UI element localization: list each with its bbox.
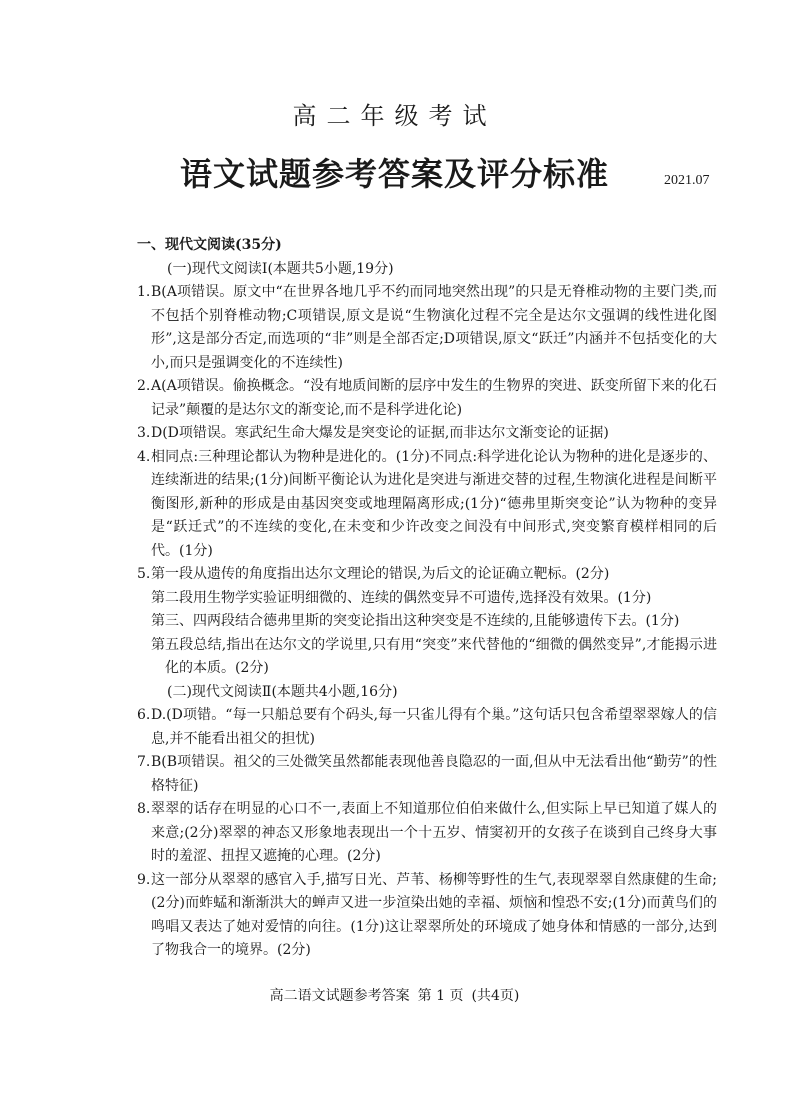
footer-total-pages: (共4页) <box>471 988 520 1004</box>
answer-item-4 <box>137 446 717 564</box>
subsection-heading-2: (二)现代文阅读Ⅱ(本题共4小题,16分) <box>167 683 398 700</box>
item-text: A(A项错误。偷换概念。“没有地质间断的层序中发生的生物界的突进、跃变所留下来的化石记录”颠覆的是达尔文的渐变论,而不是科学进化论) <box>151 378 717 418</box>
item-text: B(A项错误。原文中“在世界各地几乎不约而同地突然出现”的只是无脊椎动物的主要门类,而不包括个别脊椎动物;C项错误,原文是说“生物演化过程不完全是达尔文强调的线性进化图形”,这是部分否定,而选项的“非”则是全部否定;D项错误,原文“跃迁”内涵并不包括变化的大小,而只是强调变化的不连续性) <box>151 284 717 371</box>
exam-date: 2021.07 <box>664 173 710 188</box>
item-text: 第一段从遗传的角度指出达尔文理论的错误,为后文的论证确立靶标。(2分) <box>151 566 610 582</box>
answer-item-3 <box>137 422 717 446</box>
section-heading: 一、现代文阅读(35分) <box>137 237 282 253</box>
item-text: B(B项错误。祖父的三处微笑虽然都能表现他善良隐忍的一面,但从中无法看出他“勤劳”的性格特征) <box>151 754 717 794</box>
page-footer <box>0 985 789 1005</box>
answer-item-1 <box>137 281 717 375</box>
answer-item-5-line-4: 第五段总结,指出在达尔文的学说里,只有用“突变”来代替他的“细微的偶然变异”,才能揭示进化的本质。(2分) <box>151 636 717 676</box>
item-number: 6. <box>137 707 151 723</box>
answer-item-6 <box>137 704 717 751</box>
answer-item-8 <box>137 798 717 869</box>
exam-title: 高二年级考试 <box>292 102 497 130</box>
answer-content <box>137 234 717 963</box>
footer-doc-name: 高二语文试题参考答案 <box>269 988 410 1004</box>
item-number: 9. <box>137 871 151 888</box>
footer-page-number: 第 1 页 <box>417 988 464 1004</box>
answer-item-5-line-2: 第二段用生物学实验证明细微的、连续的偶然变异不可遗传,选择没有效果。(1分) <box>151 589 652 606</box>
item-text: 翠翠的话存在明显的心口不一,表面上不知道那位伯伯来做什么,但实际上早已知道了媒人的来意;(2分)翠翠的神态又形象地表现出一个十五岁、情窦初开的女孩子在谈到自己终身大事时的羞涩、扭捏又遮掩的心理。(2分) <box>151 801 717 864</box>
answer-item-5-line-3: 第三、四两段结合德弗里斯的突变论指出这种突变是不连续的,且能够遗传下去。(1分) <box>151 613 680 629</box>
page-title: 语文试题参考答案及评分标准 <box>179 155 609 193</box>
item-text: 相同点:三种理论都认为物种是进化的。(1分)不同点:科学进化论认为物种的进化是逐步的、连续渐进的结果;(1分)间断平衡论认为进化是突进与渐进交替的过程,生物演化进程是间断平衡图形,新种的形成是由基因突变或地理隔离形成;(1分)“德弗里斯突变论”认为物种的变异是“跃迁式”的不连续的变化,在未变和少许改变之间没有中间形式,突变繁育模样相同的后代。(1分) <box>151 448 717 559</box>
item-text: 这一部分从翠翠的感官入手,描写日光、芦苇、杨柳等野性的生气,表现翠翠自然康健的生命;(2分)而蚱蜢和渐渐洪大的蝉声又进一步渲染出她的幸福、烦恼和惶恐不安;(1分)而黄鸟们的鸣唱又表达了她对爱情的向往。(1分)这让翠翠所处的环境成了她身体和情感的一部分,达到了物我合一的境界。(2分) <box>151 871 717 958</box>
answer-item-2 <box>137 375 717 422</box>
item-number: 3. <box>137 425 151 441</box>
item-number: 2. <box>137 378 151 394</box>
answer-item-5 <box>137 563 717 587</box>
subsection-heading-1: (一)现代文阅读Ⅰ(本题共5小题,19分) <box>167 260 394 277</box>
answer-item-9 <box>137 869 717 963</box>
item-number: 8. <box>137 801 151 817</box>
item-number: 7. <box>137 754 151 770</box>
item-number: 4. <box>137 448 151 465</box>
item-number: 5. <box>137 566 151 582</box>
item-text: D.(D项错。“每一只船总要有个码头,每一只雀儿得有个巢。”这句话只包含希望翠翠嫁人的信息,并不能看出祖父的担忧) <box>151 707 717 747</box>
answer-item-7 <box>137 751 717 798</box>
item-text: D(D项错误。寒武纪生命大爆发是突变论的证据,而非达尔文渐变论的证据) <box>151 425 609 441</box>
item-number: 1. <box>137 284 151 300</box>
